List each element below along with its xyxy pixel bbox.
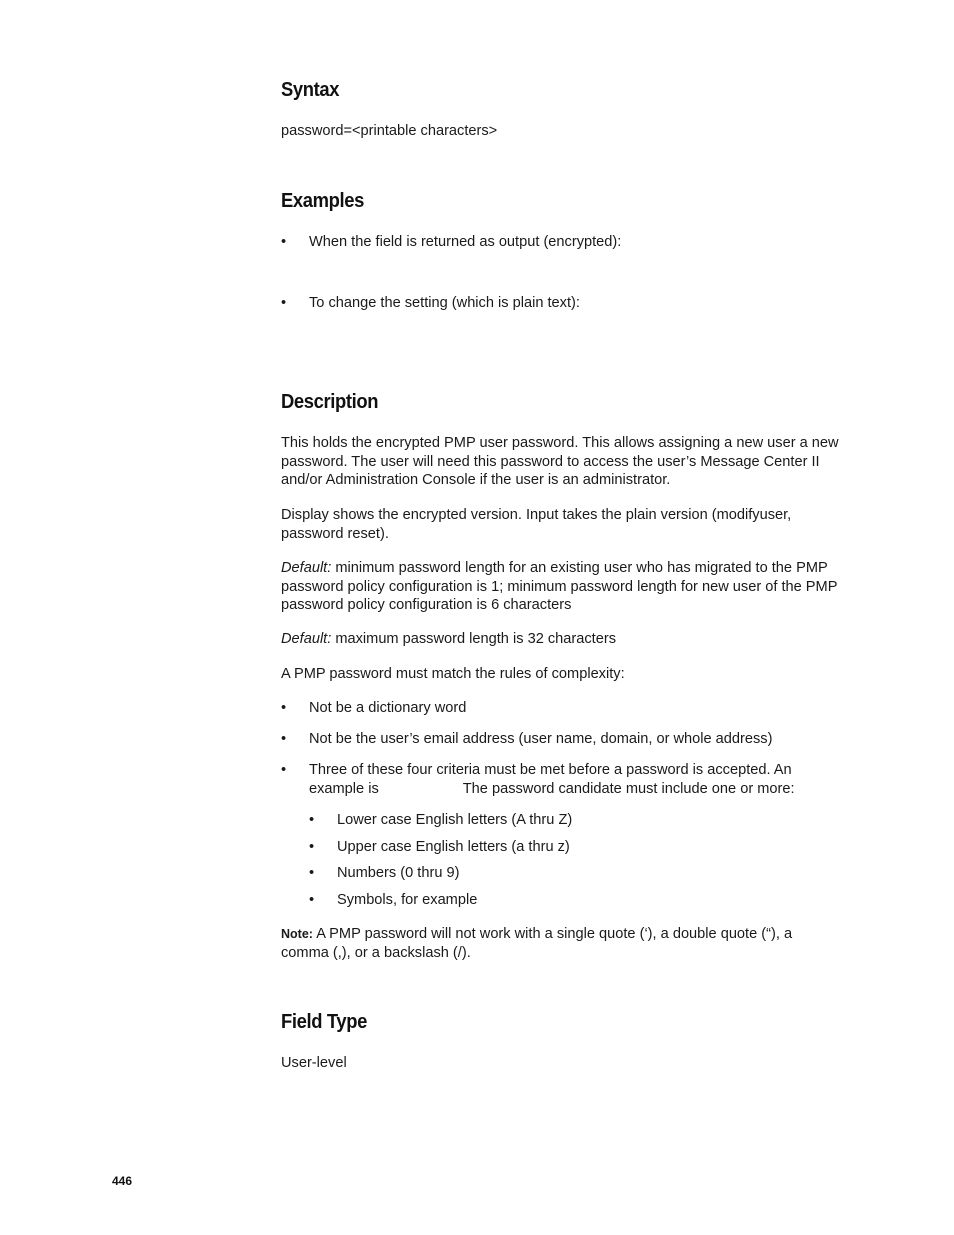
default-min-text: minimum password length for an existing user who has migrated to the PMP password policy configuration is 1; minimum password length for new user of the PMP password policy configuration is 6 characters [281, 560, 838, 613]
description-paragraph: This holds the encrypted PMP user password. This allows assigning a new user a new password. The user will need this password to access the user’s Message Center II and/or Administration Console if the user is an administrator. [281, 435, 839, 488]
description-paragraph: Display shows the encrypted version. Input takes the plain version (modifyuser, password reset). [281, 507, 792, 542]
field-type-heading: Field Type [281, 1011, 367, 1033]
syntax-value: password=<printable characters> [281, 123, 498, 139]
default-label: Default: [281, 631, 332, 647]
criteria-item-text: Symbols, for example [337, 892, 478, 908]
description-heading: Description [281, 391, 379, 413]
bullet-icon: • [309, 892, 315, 908]
criteria-item-text: Numbers (0 thru 9) [337, 865, 460, 881]
page-number: 446 [112, 1174, 133, 1188]
note-text: A PMP password will not work with a single quote (‘), a double quote (“), a comma (,), or a backslash (/). [281, 926, 793, 961]
default-min-length [281, 559, 841, 615]
note [281, 925, 841, 962]
criteria-item-text: Upper case English letters (a thru z) [337, 839, 570, 855]
default-label: Default: [281, 560, 332, 576]
bullet-icon: • [309, 812, 315, 828]
rule-item-text: Not be the user’s email address (user name, domain, or whole address) [309, 731, 773, 747]
bullet-icon: • [281, 700, 287, 716]
rule-item-text [309, 761, 841, 798]
bullet-icon: • [281, 234, 287, 250]
bullet-icon: • [281, 295, 287, 311]
bullet-icon: • [281, 731, 287, 747]
example-item-text: When the field is returned as output (encrypted): [309, 234, 622, 250]
criteria-text-part-2: The password candidate must include one or more: [462, 780, 795, 797]
bullet-icon: • [281, 762, 287, 778]
rules-intro: A PMP password must match the rules of complexity: [281, 666, 625, 682]
bullet-icon: • [309, 839, 315, 855]
criteria-text-part-1: Three of these four criteria must be met before a password is accepted. An example is [309, 762, 792, 797]
bullet-icon: • [309, 865, 315, 881]
example-item-text: To change the setting (which is plain text): [309, 295, 580, 311]
default-max-text: maximum password length is 32 characters [331, 631, 616, 647]
note-label: Note: [281, 927, 313, 941]
rule-item-text: Not be a dictionary word [309, 700, 467, 716]
criteria-item-text: Lower case English letters (A thru Z) [337, 812, 573, 828]
examples-heading: Examples [281, 190, 364, 212]
default-max-length [281, 630, 841, 649]
field-type-value: User-level [281, 1055, 347, 1071]
syntax-heading: Syntax [281, 79, 340, 101]
